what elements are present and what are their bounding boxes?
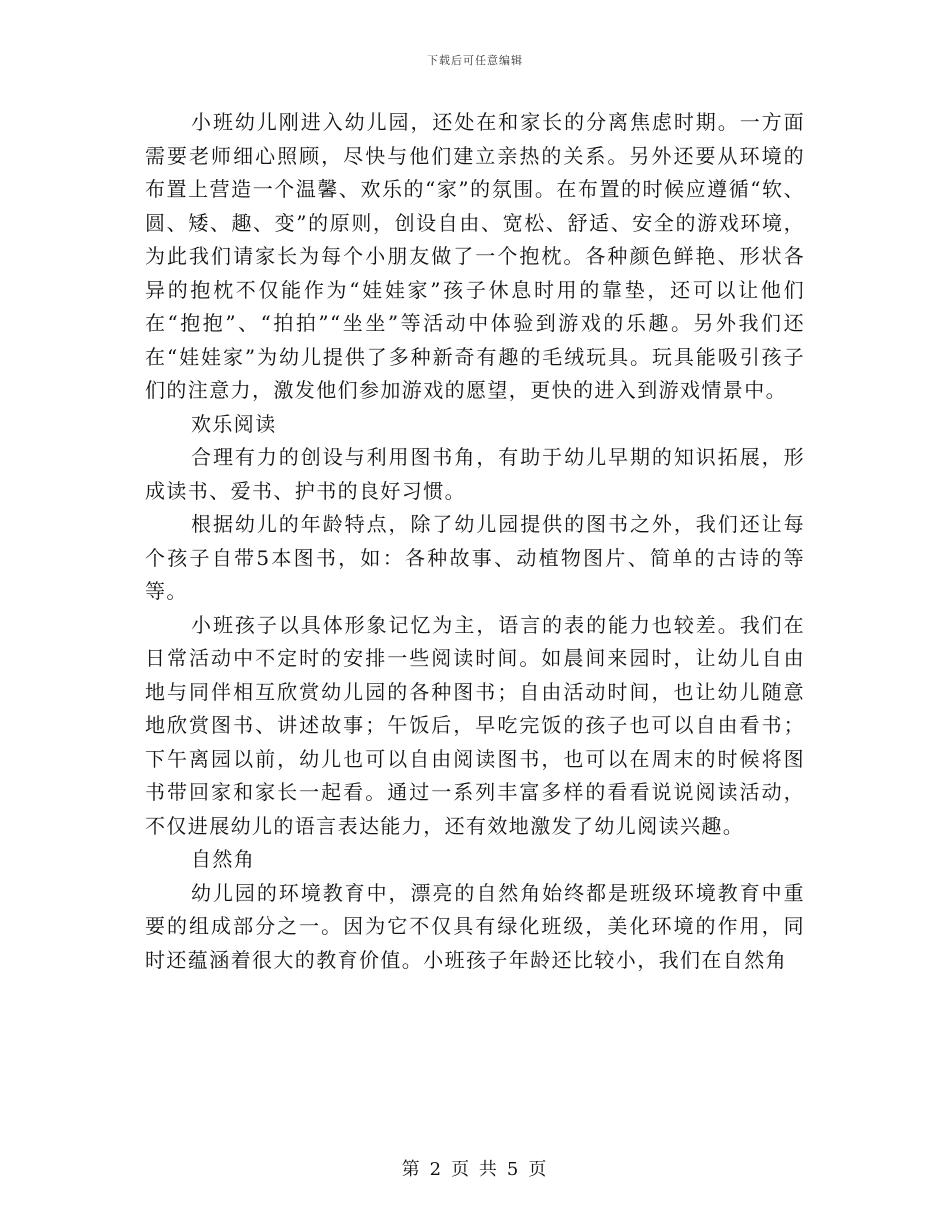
current-page-number: 2 xyxy=(429,1159,444,1180)
paragraph-reading-corner: 合理有力的创设与利用图书角，有助于幼儿早期的知识拓展，形成读书、爱书、护书的良好习惯。 xyxy=(145,445,805,503)
page-header-note: 下载后可任意编辑 xyxy=(427,54,523,67)
section-heading-happy-reading: 欢乐阅读 xyxy=(191,411,277,436)
paragraph-home-environment: 小班幼儿刚进入幼儿园，还处在和家长的分离焦虑时期。一方面需要老师细心照顾，尽快与他们建立亲热的关系。另外还要从环境的布置上营造一个温馨、欢乐的“家”的氛围。在布置的时候应遵循“软、圆、矮、趣、变”的原则，创设自由、宽松、舒适、安全的游戏环境，为此我们请家长为每个小朋友做了一个抱枕。各种颜色鲜艳、形状各异的抱枕不仅能作为“娃娃家”孩子休息时用的靠垫，还可以让他们在“抱抱”、“拍拍”“坐坐”等活动中体验到游戏的乐趣。另外我们还在“娃娃家”为幼儿提供了多种新奇有趣的毛绒玩具。玩具能吸引孩子们的注意力，激发他们参加游戏的愿望，更快的进入到游戏情景中。 xyxy=(145,110,805,402)
section-heading-nature-corner: 自然角 xyxy=(191,847,256,871)
total-pages-number: 5 xyxy=(506,1159,521,1180)
page-label-prefix: 第 xyxy=(401,1159,422,1180)
paragraph-books-from-home: 根据幼儿的年龄特点，除了幼儿园提供的图书之外，我们还让每个孩子自带5本图书，如：各种故事、动植物图片、简单的古诗的等等。 xyxy=(145,512,805,603)
page-label-mid: 页 共 xyxy=(451,1159,499,1180)
page-footer xyxy=(0,1155,950,1181)
paragraph-reading-time: 小班孩子以具体形象记忆为主，语言的表的能力也较差。我们在日常活动中不定时的安排一些阅读时间。如晨间来园时，让幼儿自由地与同伴相互欣赏幼儿园的各种图书；自由活动时间，也让幼儿随意地欣赏图书、讲述故事；午饭后，早吃完饭的孩子也可以自由看书；下午离园以前，幼儿也可以自由阅读图书，也可以在周末的时候将图书带回家和家长一起看。通过一系列丰富多样的看看说说阅读活动，不仅进展幼儿的语言表达能力，还有效地激发了幼儿阅读兴趣。 xyxy=(145,612,805,838)
document-body xyxy=(145,106,805,977)
page-label-suffix: 页 xyxy=(528,1159,549,1180)
paragraph-nature-corner: 幼儿园的环境教育中，漂亮的自然角始终都是班级环境教育中重要的组成部分之一。因为它不仅具有绿化班级，美化环境的作用，同时还蕴涵着很大的教育价值。小班孩子年龄还比较小，我们在自然角 xyxy=(145,880,805,972)
